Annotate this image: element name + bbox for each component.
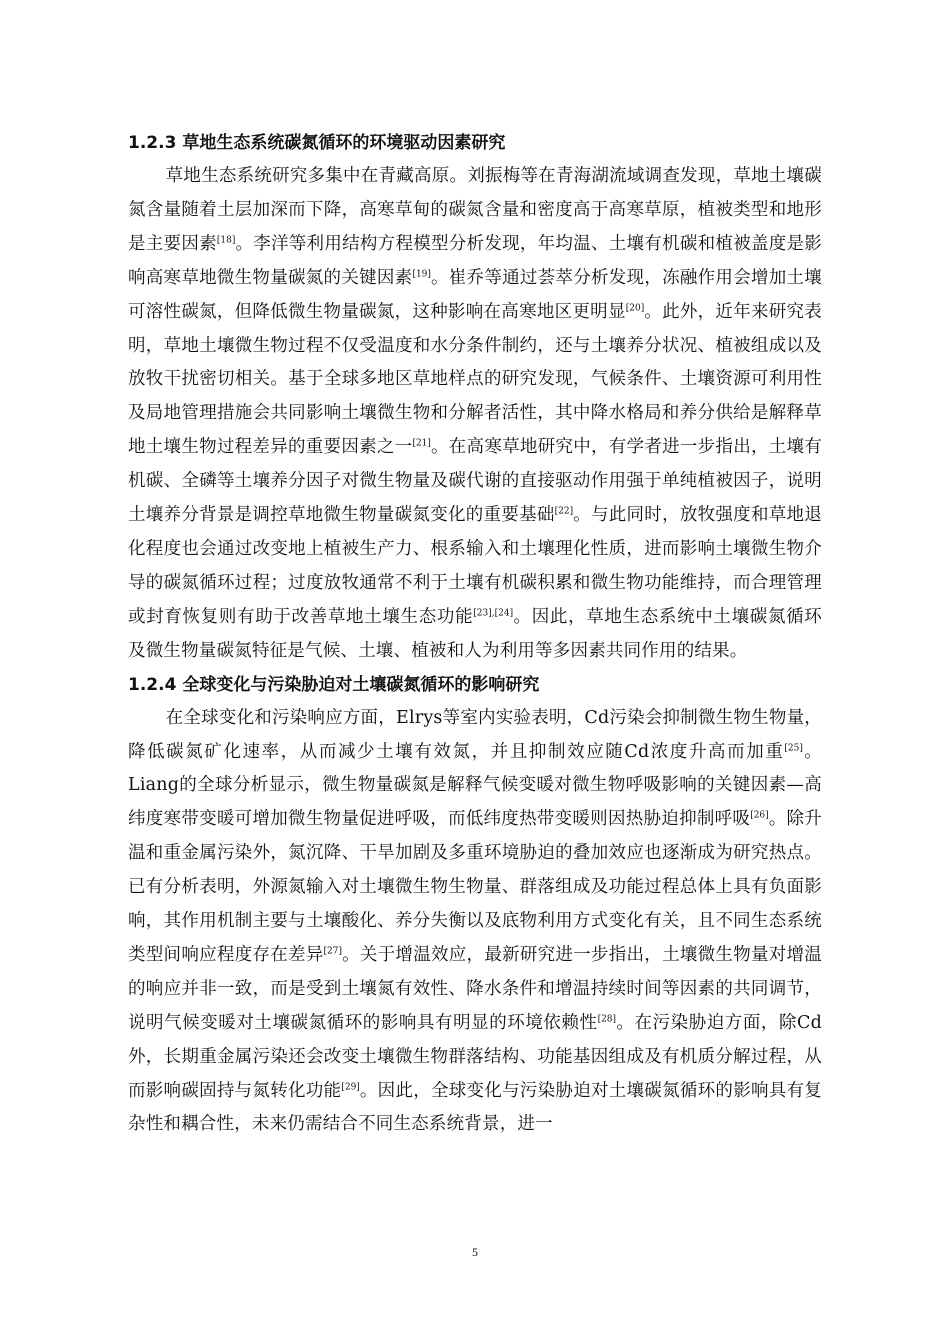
paragraph-text: 在全球变化和污染响应方面，Elrys等室内实验表明，Cd污染会抑制微生物生物量，降低碳氮矿化速率，从而减少土壤有效氮，并且抑制效应随Cd浓度升高而加重 (128, 707, 822, 762)
paragraph-text: 。李洋等利用结构方程模型分析发现，年均温、土壤有机碳和植被盖度是影响高寒草地微生物量碳氮的关键因素 (128, 233, 822, 288)
paragraph-text: 。此外，近年来研究表明，草地土壤微生物过程不仅受温度和水分条件制约，还与土壤养分状况、植被组成以及放牧干扰密切相关。基于全球多地区草地样点的研究发现，气候条件、土壤资源可利用性及局地管理措施会共同影响土壤微生物和分解者活性，其中降水格局和养分供给是解释草地土壤生物过程差异的重要因素之一 (128, 301, 822, 458)
citation-ref: [27] (323, 946, 343, 957)
paragraph-text: 。崔乔等通过荟萃分析发现，冻融作用会增加土壤可溶性碳氮，但降低微生物量碳氮，这种影响在高寒地区更明显 (128, 267, 823, 322)
section-paragraph-1-2-3 (128, 160, 822, 669)
paragraph-text: 。关于增温效应，最新研究进一步指出，土壤微生物量对增温的响应并非一致，而是受到土壤氮有效性、降水条件和增温持续时间等因素的共同调节，说明气候变暖对土壤碳氮循环的影响具有明显的环境依赖性 (128, 944, 822, 1033)
paragraph-text: 。Liang的全球分析显示，微生物量碳氮是解释气候变暖对微生物呼吸影响的关键因素—高纬度寒带变暖可增加微生物量促进呼吸，而低纬度热带变暖则因热胁迫抑制呼吸 (128, 741, 822, 830)
citation-ref: [22] (554, 506, 574, 517)
citation-ref: [25] (784, 742, 803, 753)
section-heading-1-2-4: 1.2.4 全球变化与污染胁迫对土壤碳氮循环的影响研究 (128, 674, 540, 695)
citation-ref: [18] (216, 235, 236, 246)
section-paragraph-1-2-4 (128, 702, 822, 1143)
paragraph-text: 。除升温和重金属污染外，氮沉降、干旱加剧及多重环境胁迫的叠加效应也逐渐成为研究热点。已有分析表明，外源氮输入对土壤微生物生物量、群落组成及功能过程总体上具有负面影响，其作用机制主要与土壤酸化、养分失衡以及底物利用方式变化有关，且不同生态系统类型间响应程度存在差异 (128, 809, 823, 965)
paragraph-text: 。因此，草地生态系统中土壤碳氮循环及微生物量碳氮特征是气候、土壤、植被和人为利用等多因素共同作用的结果。 (128, 606, 822, 661)
paragraph-text: 。在污染胁迫方面，除Cd外，长期重金属污染还会改变土壤微生物群落结构、功能基因组成及有机质分解过程，从而影响碳固持与氮转化功能 (128, 1012, 822, 1101)
citation-ref: [21] (412, 438, 431, 449)
citation-ref: [28] (597, 1014, 617, 1024)
citation-ref: [26] (750, 810, 769, 821)
citation-ref: [29] (341, 1081, 360, 1092)
paragraph-text: 。与此同时，放牧强度和草地退化程度也会通过改变地上植被生产力、根系输入和土壤理化性质，进而影响土壤微生物介导的碳氮循环过程；过度放牧通常不利于土壤有机碳积累和微生物功能维持，而合理管理或封育恢复则有助于改善草地土壤生态功能 (128, 505, 822, 627)
section-heading-1-2-3: 1.2.3 草地生态系统碳氮循环的环境驱动因素研究 (128, 133, 506, 153)
paragraph-text: 。因此，全球变化与污染胁迫对土壤碳氮循环的影响具有复杂性和耦合性，未来仍需结合不同生态系统背景，进一 (128, 1080, 822, 1135)
paragraph-text: 。在高寒草地研究中，有学者进一步指出，土壤有机碳、全磷等土壤养分因子对微生物量及碳代谢的直接驱动作用强于单纯植被因子，说明土壤养分背景是调控草地微生物量碳氮变化的重要基础 (128, 437, 823, 526)
page-body (128, 127, 822, 1142)
citation-ref: [23],[24] (473, 608, 514, 619)
citation-ref: [19] (412, 268, 431, 279)
citation-ref: [20] (625, 302, 645, 313)
page-number: 5 (472, 1245, 478, 1259)
paragraph-text: 草地生态系统研究多集中在青藏高原。刘振梅等在青海湖流域调查发现，草地土壤碳氮含量随着土层加深而下降，高寒草甸的碳氮含量和密度高于高寒草原，植被类型和地形是主要因素 (128, 166, 822, 254)
